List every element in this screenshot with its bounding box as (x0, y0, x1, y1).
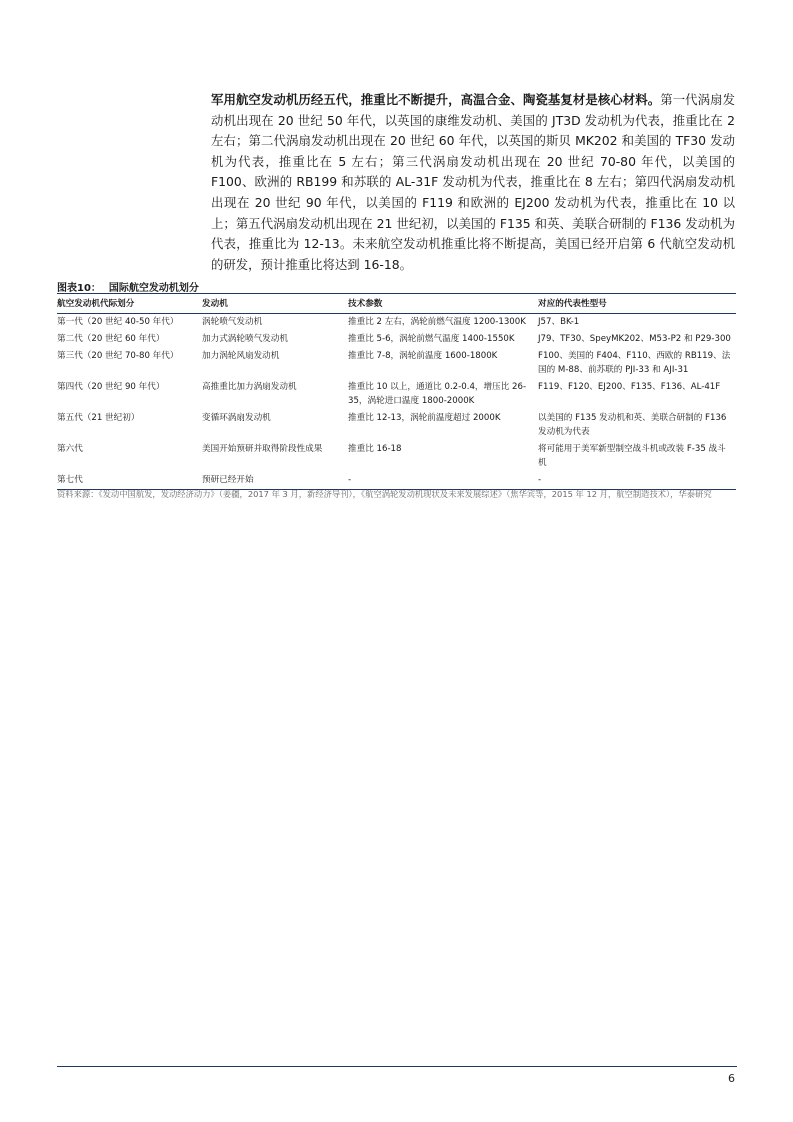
table-cell: 推重比 2 左右，涡轮前燃气温度 1200-1300K (348, 317, 526, 327)
table-cell: 以美国的 F135 发动机和英、美联合研制的 F136 发动机为代表 (538, 413, 727, 437)
table-row (57, 314, 736, 332)
table-row (57, 331, 736, 348)
table-cell: 美国开始预研并取得阶段性成果 (202, 444, 323, 454)
table-cell: 推重比 12-13，涡轮前温度超过 2000K (348, 413, 501, 423)
paragraph-lead: 军用航空发动机历经五代，推重比不断提升，高温合金、陶瓷基复材是核心材料。 (211, 92, 661, 107)
figure-label: 图表10： (57, 283, 101, 294)
figure-caption: 国际航空发动机划分 (108, 283, 199, 294)
table-cell: F100、美国的 F404、F110、西欧的 RB119、法国的 M-88、前苏联的 PJI-33 和 AJI-31 (538, 351, 731, 375)
table-cell: 加力涡轮风扇发动机 (202, 351, 280, 361)
table-cell: 第四代（20 世纪 90 年代） (57, 382, 165, 392)
table-header-row (57, 294, 736, 314)
table-cell: 涡轮喷气发动机 (202, 317, 263, 327)
table-cell: 变循环涡扇发动机 (202, 413, 271, 423)
table-cell: J57、BK-1 (538, 317, 580, 327)
table-row (57, 472, 736, 490)
table-cell: 加力式涡轮喷气发动机 (202, 334, 288, 344)
body-paragraph (211, 90, 735, 275)
column-header-engine: 发动机 (202, 294, 348, 314)
table-cell: 推重比 10 以上，通道比 0.2-0.4，增压比 26-35，涡轮进口温度 1800-2000K (348, 382, 527, 406)
table-row (57, 379, 736, 410)
table-row (57, 410, 736, 441)
table-cell: 高推重比加力涡扇发动机 (202, 382, 297, 392)
engine-generations-table (57, 293, 736, 490)
column-header-models: 对应的代表性型号 (538, 294, 736, 314)
table-cell: 推重比 5-6，涡轮前燃气温度 1400-1550K (348, 334, 515, 344)
table-cell: 第三代（20 世纪 70-80 年代） (57, 351, 179, 361)
table-cell: - (538, 472, 736, 490)
figure-title (57, 279, 199, 294)
table-cell: 第六代 (57, 444, 83, 454)
table-cell: 预研已经开始 (202, 472, 348, 490)
footer-divider (57, 1066, 737, 1067)
table-cell: J79、TF30、SpeyMK202、M53-P2 和 P29-300 (538, 334, 731, 344)
source-note: 资料来源：《发动中国航发，发动经济动力》（姜疆，2017 年 3 月，新经济导刊），《航空涡轮发动机现状及未来发展综述》（焦华宾等，2015 年 12 月，航空制造技术），华泰研究 (57, 489, 712, 499)
column-header-specs: 技术参数 (348, 294, 538, 314)
table-cell: 将可能用于美军新型制空战斗机或改装 F-35 战斗机 (538, 444, 726, 468)
table-row (57, 441, 736, 472)
page-number: 6 (728, 1072, 735, 1085)
paragraph-body: 第一代涡扇发动机出现在 20 世纪 50 年代，以英国的康维发动机、美国的 JT3D 发动机为代表，推重比在 2 左右；第二代涡扇发动机出现在 20 世纪 60 年代，以英国的斯贝 MK202 和美国的 TF30 发动机为代表，推重比在 5 左右；第三代涡扇发动机出现在 20 世纪 70-80 年代，以美国的 F100、欧洲的 RB199 和苏联的 AL-31F 发动机为代表，推重比在 8 左右；第四代涡扇发动机出现在 20 世纪 90 年代，以美国的 F119 和欧洲的 EJ200 发动机为代表，推重比在 10 以上；第五代涡扇发动机出现在 21 世纪初，以美国的 F135 和英、美联合研制的 F136 发动机为代表，推重比为 12-13。未来航空发动机推重比将不断提高，美国已经开启第 6 代航空发动机的研发，预计推重比将达到 16-18。 (211, 92, 736, 272)
table-cell: - (348, 472, 538, 490)
table-cell: 推重比 7-8，涡轮前温度 1600-1800K (348, 351, 498, 361)
table-row (57, 348, 736, 379)
table-cell: 推重比 16-18 (348, 444, 402, 454)
table-cell: 第五代（21 世纪初） (57, 413, 140, 423)
table-cell: 第七代 (57, 472, 202, 490)
table-cell: 第二代（20 世纪 60 年代） (57, 334, 165, 344)
column-header-generation: 航空发动机代际划分 (57, 294, 202, 314)
table-cell: 第一代（20 世纪 40-50 年代） (57, 317, 179, 327)
table-cell: F119、F120、EJ200、F135、F136、AL-41F (538, 382, 721, 392)
